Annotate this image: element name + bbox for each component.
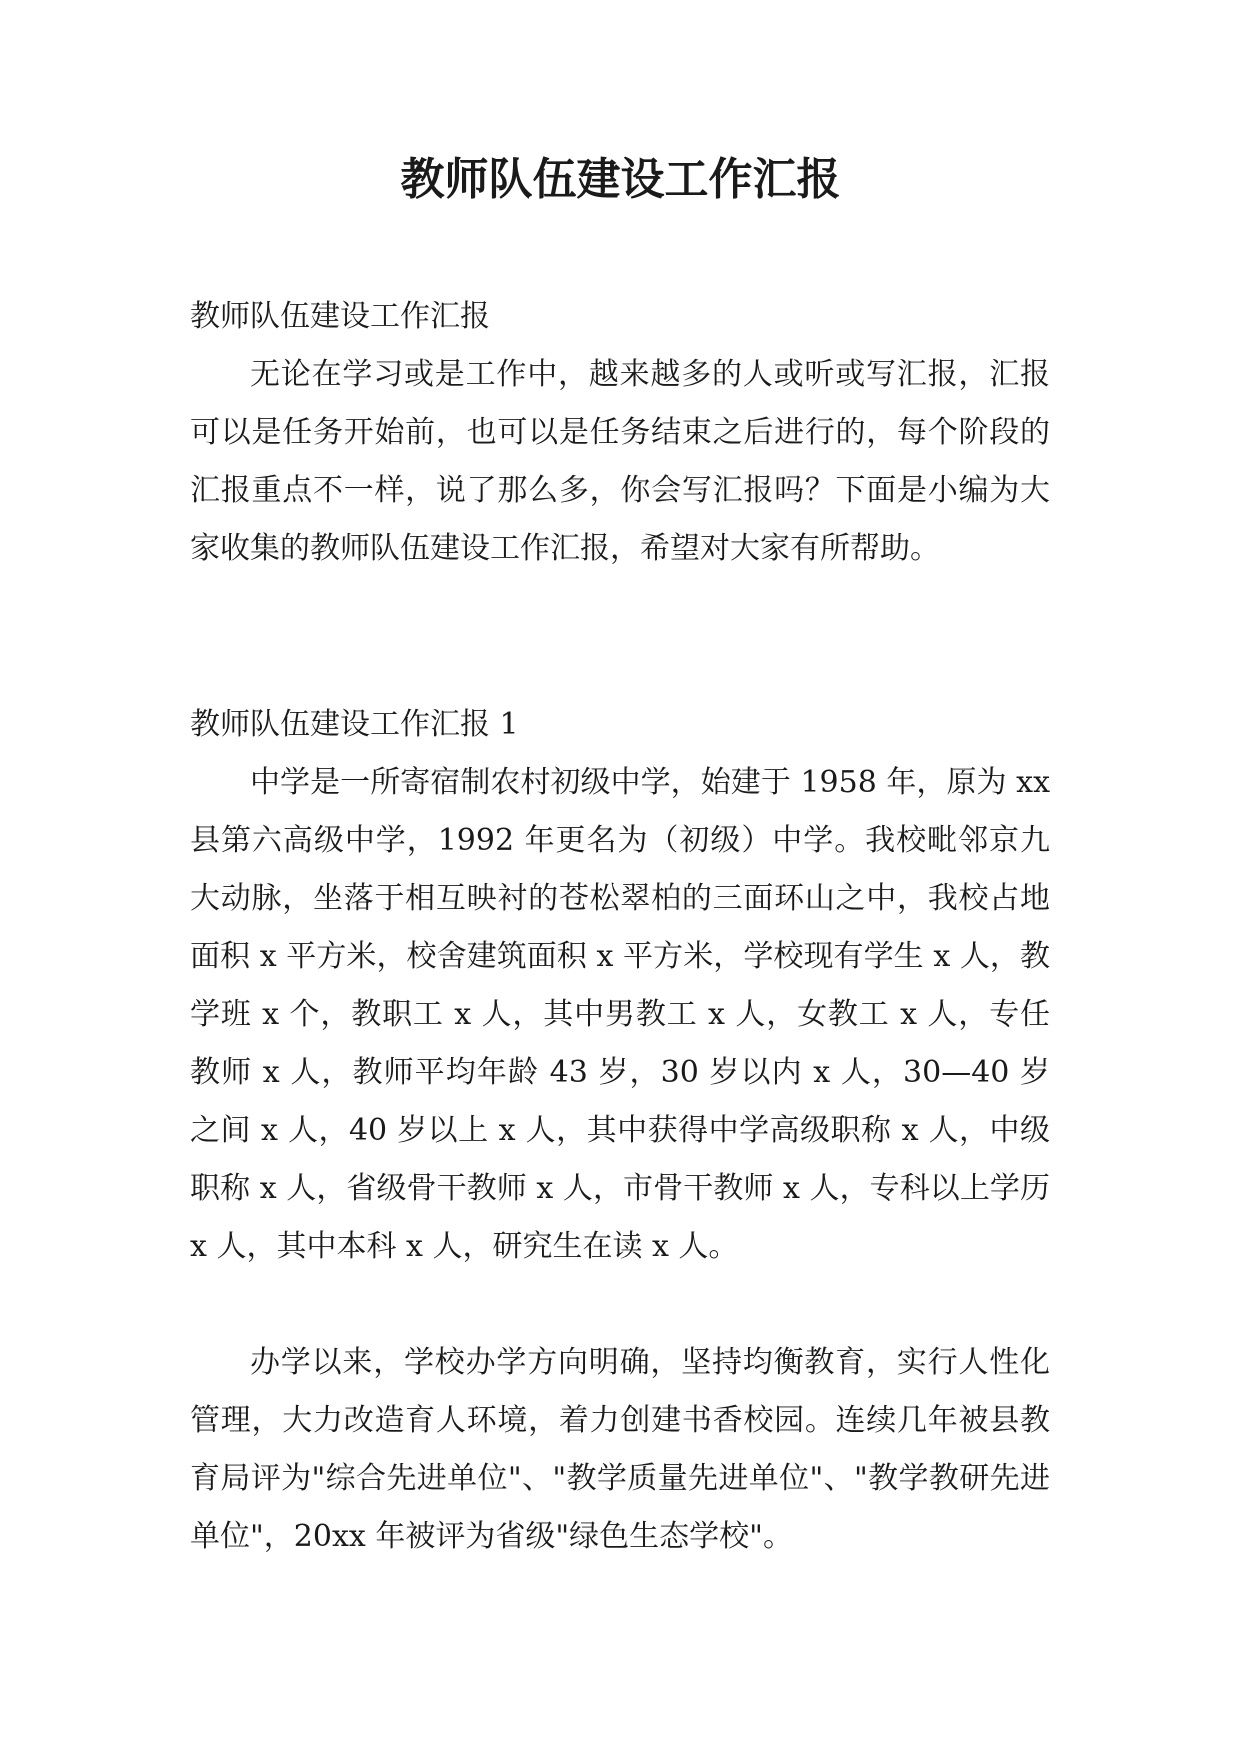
section-paragraph: 办学以来，学校办学方向明确，坚持均衡教育，实行人性化管理，大力改造育人环境，着力创建书香校园。连续几年被县教育局评为"综合先进单位"、"教学质量先进单位"、"教学教研先进单位"，20xx 年被评为省级"绿色生态学校"。 [190, 1345, 1050, 1554]
section-heading: 教师队伍建设工作汇报 1 [190, 707, 519, 742]
document-title: 教师队伍建设工作汇报 [400, 154, 841, 205]
document-subtitle: 教师队伍建设工作汇报 [190, 299, 490, 334]
intro-paragraph: 无论在学习或是工作中，越来越多的人或听或写汇报，汇报可以是任务开始前，也可以是任务结束之后进行的，每个阶段的汇报重点不一样，说了那么多，你会写汇报吗？下面是小编为大家收集的教师队伍建设工作汇报，希望对大家有所帮助。 [190, 357, 1050, 566]
section-paragraph: 中学是一所寄宿制农村初级中学，始建于 1958 年，原为 xx 县第六高级中学，1992 年更名为（初级）中学。我校毗邻京九大动脉，坐落于相互映衬的苍松翠柏的三面环山之中，我校占地面积 x 平方米，校舍建筑面积 x 平方米，学校现有学生 x 人，教学班 x 个，教职工 x 人，其中男教工 x 人，女教工 x 人，专任教师 x 人，教师平均年龄 43 岁，30 岁以内 x 人，30—40 岁之间 x 人，40 岁以上 x 人，其中获得中学高级职称 x 人，中级职称 x 人，省级骨干教师 x 人，市骨干教师 x 人，专科以上学历 x 人，其中本科 x 人，研究生在读 x 人。 [190, 765, 1050, 1264]
